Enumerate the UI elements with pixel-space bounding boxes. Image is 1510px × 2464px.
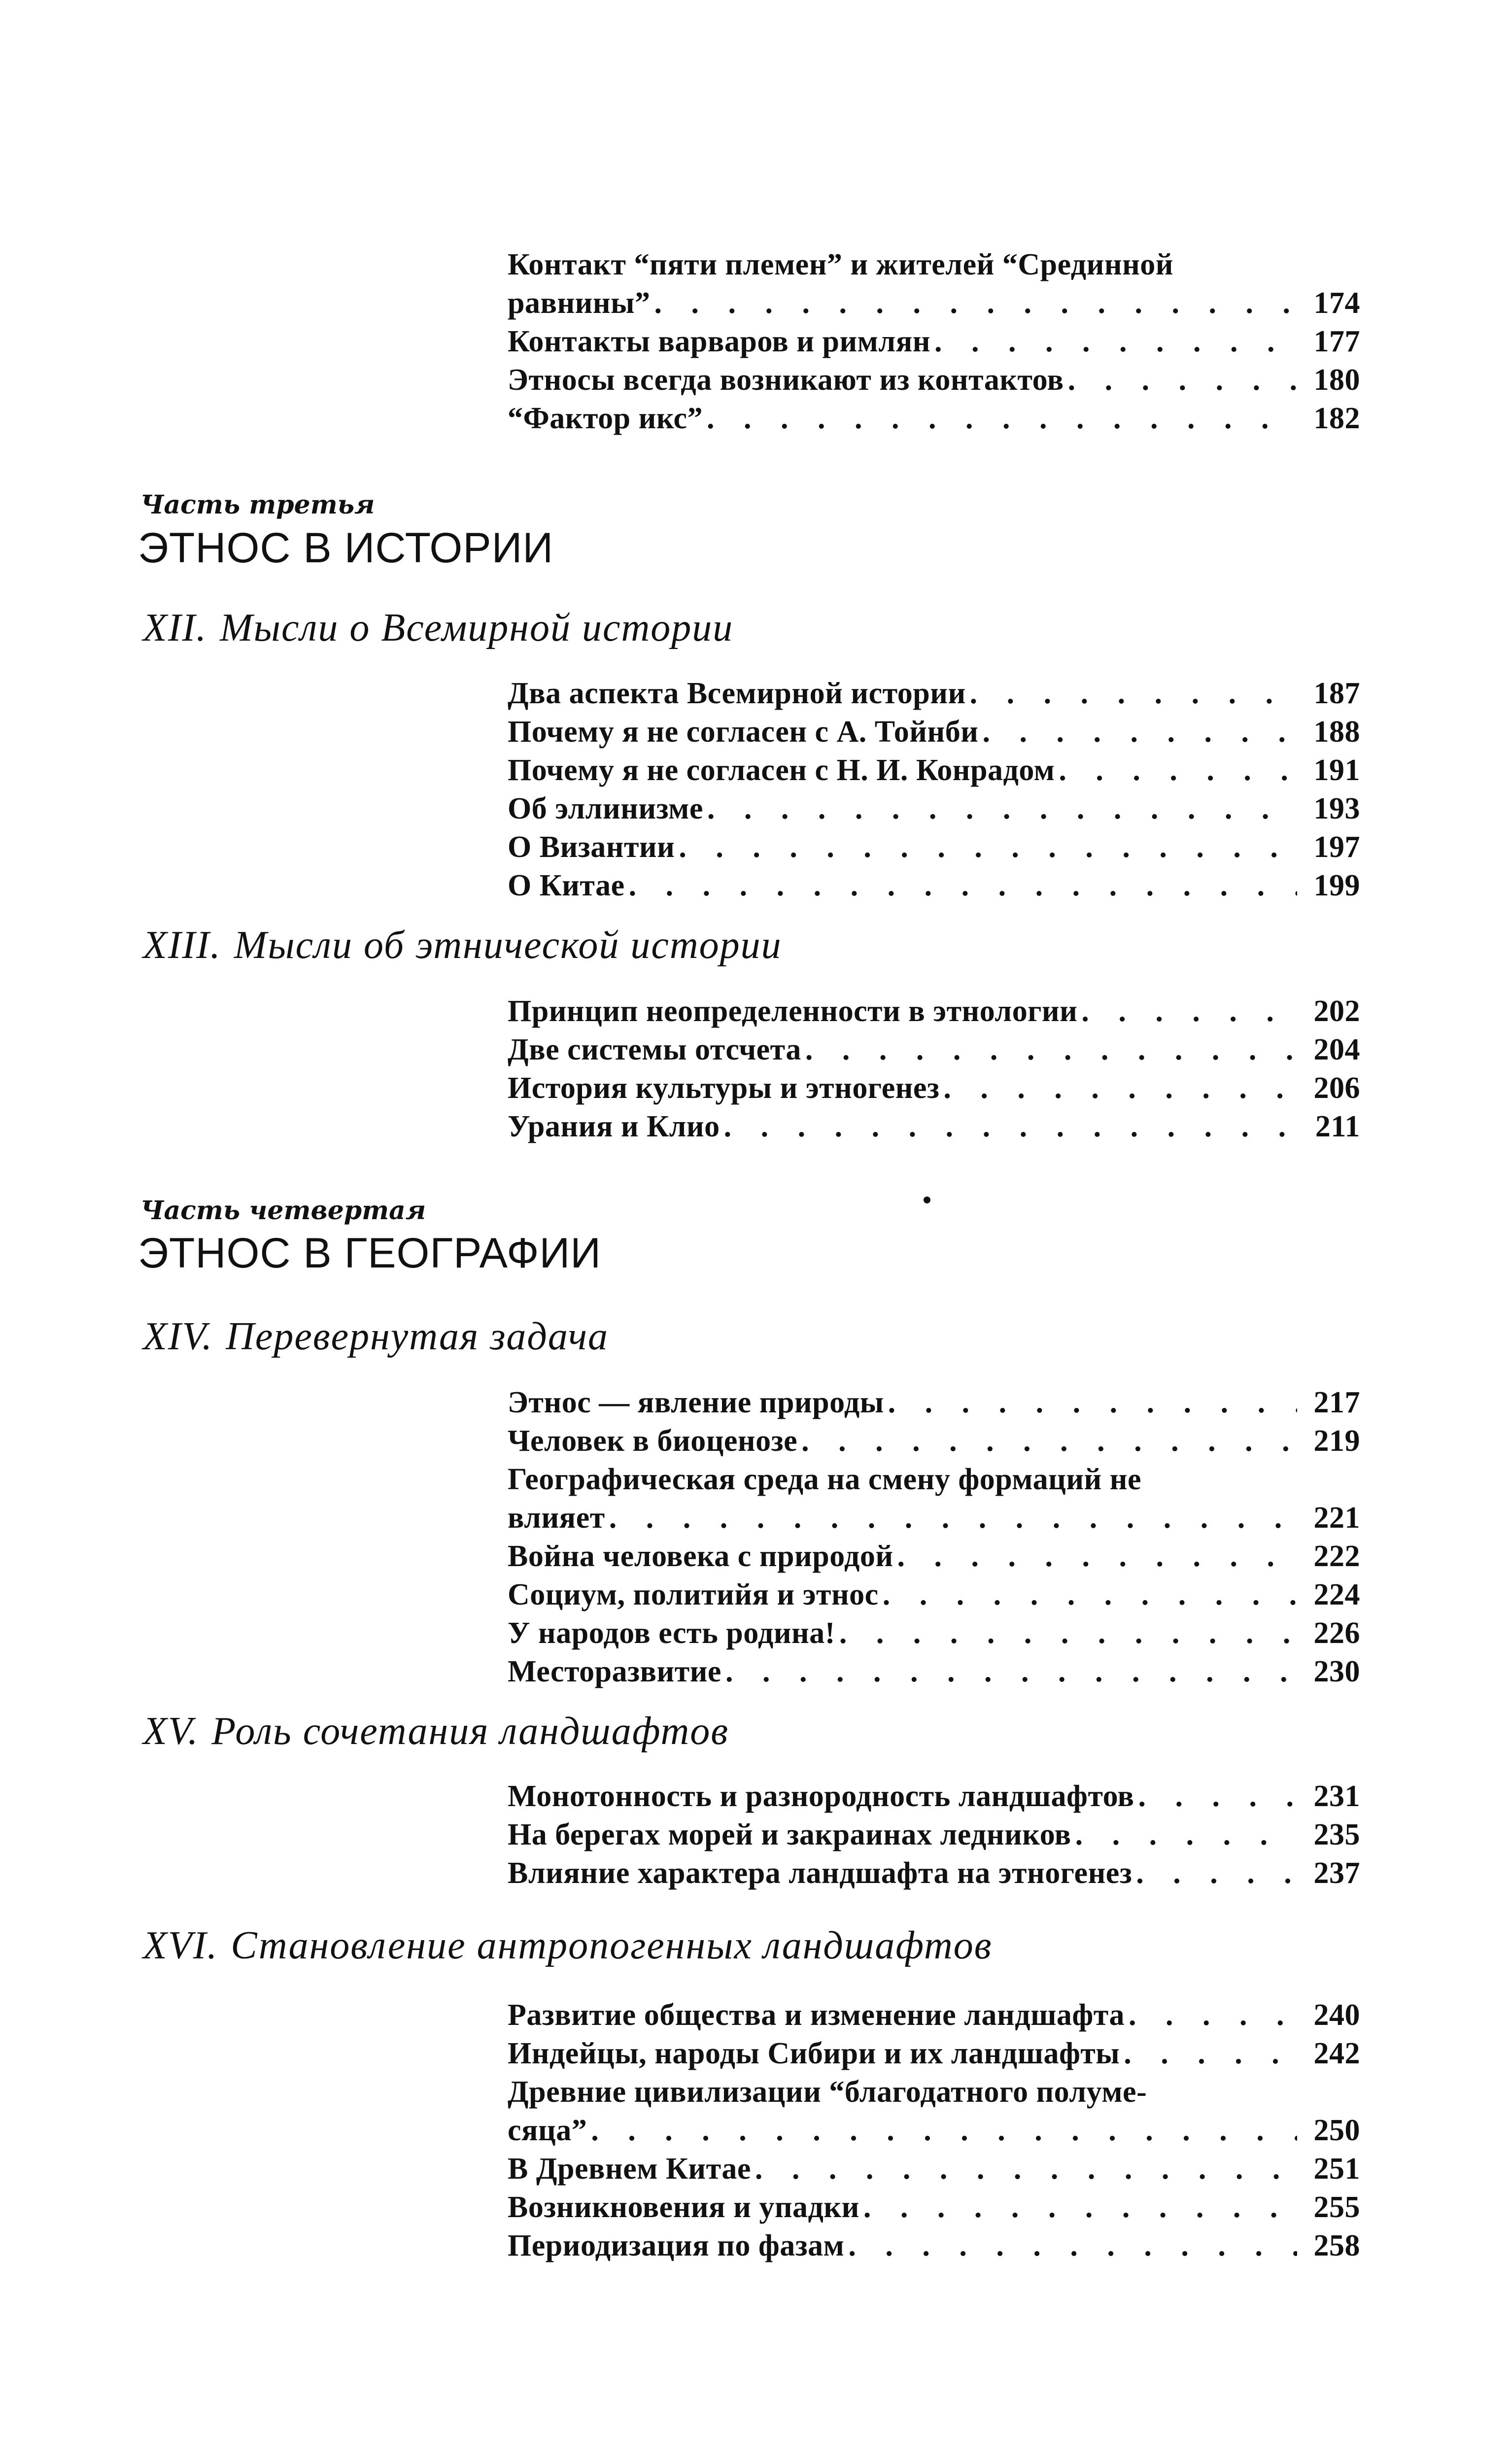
toc-entry <box>508 361 1360 399</box>
chapter-heading <box>143 1708 729 1755</box>
toc-entry-title: О Китае <box>508 869 625 902</box>
toc-entry-title: Периодизация по фазам <box>508 2229 845 2262</box>
chapter-heading <box>143 922 782 969</box>
dot-leader <box>629 866 1297 905</box>
part-title: ЭТНОС В ГЕОГРАФИИ <box>138 1230 602 1277</box>
toc-entry-title: Социум, политийя и этнос <box>508 1578 879 1611</box>
chapter-number: XIV. <box>143 1315 213 1358</box>
toc-entry-title: Почему я не согласен с Н. И. Конрадом <box>508 753 1055 787</box>
dot-leader <box>897 1537 1297 1575</box>
toc-entry-title: История культуры и этногенез <box>508 1071 940 1105</box>
toc-entry-title: В Древнем Китае <box>508 2152 751 2186</box>
dot-leader <box>679 828 1297 866</box>
toc-entry-continued-line <box>508 1460 1360 1499</box>
page-number: 226 <box>1313 1616 1360 1650</box>
toc-entry <box>508 1383 1360 1422</box>
page-number: 187 <box>1313 677 1360 710</box>
page-number: 197 <box>1313 830 1360 864</box>
page-number: 202 <box>1313 994 1360 1028</box>
toc-entry <box>508 2188 1360 2226</box>
toc-entry <box>508 866 1360 905</box>
page-number: 224 <box>1313 1578 1360 1611</box>
page-number: 251 <box>1313 2152 1360 2186</box>
page-number: 235 <box>1313 1818 1360 1851</box>
chapter-heading <box>143 604 733 651</box>
toc-entry <box>508 399 1360 438</box>
toc-entry <box>508 1107 1360 1146</box>
toc-entry-title: Монотонность и разнородность ландшафтов <box>508 1780 1134 1813</box>
toc-entry-continued-line <box>508 2073 1360 2111</box>
toc-entry-title: сяца” <box>508 2114 587 2147</box>
page-number: 191 <box>1313 753 1360 787</box>
chapter-number: XIII. <box>143 924 221 967</box>
dot-leader <box>1068 361 1297 399</box>
toc-entry-title: влияет <box>508 1501 605 1535</box>
toc-entry <box>508 828 1360 866</box>
toc-entry <box>508 674 1360 713</box>
dot-leader <box>1059 751 1297 789</box>
toc-entry-title: Возникновения и упадки <box>508 2190 859 2224</box>
toc-entry <box>508 1777 1360 1815</box>
toc-entry-title: О Византии <box>508 830 675 864</box>
page-number: 177 <box>1313 325 1360 358</box>
dot-leader <box>1081 992 1297 1030</box>
page-number: 255 <box>1313 2190 1360 2224</box>
toc-entry-title: Принцип неопределенности в этнологии <box>508 994 1078 1028</box>
page-number: 231 <box>1313 1780 1360 1813</box>
chapter-title: Мысли об этнической истории <box>234 924 782 967</box>
dot-leader <box>1129 1996 1297 2034</box>
dot-leader <box>1124 2034 1297 2073</box>
toc-entry <box>508 713 1360 751</box>
chapter-heading <box>143 1313 609 1360</box>
page-number: 250 <box>1313 2114 1360 2147</box>
dot-leader <box>805 1030 1297 1069</box>
toc-entry <box>508 1537 1360 1575</box>
toc-entry <box>508 2034 1360 2073</box>
toc-entry <box>508 1652 1360 1691</box>
dot-leader <box>591 2111 1297 2150</box>
toc-entry-title: Война человека с природой <box>508 1540 893 1573</box>
dot-leader <box>839 1614 1297 1652</box>
dot-leader <box>883 1575 1297 1614</box>
page-number: 199 <box>1313 869 1360 902</box>
dot-leader <box>943 1069 1297 1107</box>
dot-leader <box>970 674 1297 713</box>
toc-entry-title: Почему я не согласен с А. Тойнби <box>508 715 979 749</box>
toc-entry-title: Месторазвитие <box>508 1655 721 1688</box>
page-number: 230 <box>1313 1655 1360 1688</box>
dot-leader <box>1136 1854 1297 1892</box>
toc-entry <box>508 2150 1360 2188</box>
chapter-title: Становление антропогенных ландшафтов <box>231 1924 993 1967</box>
dot-leader <box>1138 1777 1297 1815</box>
toc-entry-title: Контакт “пяти племен” и жителей “Срединной <box>508 248 1174 281</box>
page-number: 240 <box>1313 1998 1360 2032</box>
chapter-number: XII. <box>143 606 207 650</box>
page-number: 242 <box>1313 2037 1360 2070</box>
toc-entry <box>508 1996 1360 2034</box>
page-number: 182 <box>1313 402 1360 435</box>
toc-entry-title: Развитие общества и изменение ландшафта <box>508 1998 1125 2032</box>
toc-entry-title: Этносы всегда возникают из контактов <box>508 363 1064 397</box>
toc-entry-title: Об эллинизме <box>508 792 703 825</box>
toc-entry-title: Индейцы, народы Сибири и их ландшафты <box>508 2037 1120 2070</box>
page-number: 193 <box>1313 792 1360 825</box>
part-title: ЭТНОС В ИСТОРИИ <box>138 524 554 572</box>
toc-list-top <box>508 245 1360 438</box>
chapter-title: Мысли о Всемирной истории <box>220 606 734 650</box>
toc-entry-title: Два аспекта Всемирной истории <box>508 677 966 710</box>
part-label: Часть третья <box>140 490 375 520</box>
dot-leader <box>888 1383 1297 1422</box>
toc-entry <box>508 992 1360 1030</box>
toc-entry-title: равнины” <box>508 286 651 320</box>
toc-entry <box>508 284 1360 322</box>
toc-list-ch16 <box>508 1996 1360 2265</box>
part-label: Часть четвертая <box>140 1196 426 1226</box>
dot-leader <box>982 713 1297 751</box>
page-number: 206 <box>1313 1071 1360 1105</box>
toc-entry <box>508 1422 1360 1460</box>
toc-entry <box>508 1815 1360 1854</box>
toc-entry <box>508 1069 1360 1107</box>
toc-entry-title: Урания и Клио <box>508 1110 720 1143</box>
toc-entry <box>508 1854 1360 1892</box>
page-number: 221 <box>1313 1501 1360 1535</box>
page-number: 188 <box>1313 715 1360 749</box>
page-number: 204 <box>1313 1033 1360 1066</box>
dot-leader <box>725 1652 1297 1691</box>
toc-entry-title: Две системы отсчета <box>508 1033 801 1066</box>
dot-leader <box>707 789 1297 828</box>
chapter-title: Роль сочетания ландшафтов <box>211 1710 729 1753</box>
toc-entry <box>508 1614 1360 1652</box>
toc-entry <box>508 2226 1360 2265</box>
chapter-number: XVI. <box>143 1924 218 1967</box>
dot-leader <box>724 1107 1297 1146</box>
dot-leader <box>707 399 1297 438</box>
page-number: 217 <box>1313 1386 1360 1419</box>
toc-list-ch12 <box>508 674 1360 905</box>
page-number: 222 <box>1313 1540 1360 1573</box>
toc-entry-continued-line <box>508 245 1360 284</box>
page-number: 174 <box>1313 286 1360 320</box>
toc-list-ch13 <box>508 992 1360 1146</box>
page-number: 180 <box>1313 363 1360 397</box>
dot-leader <box>848 2226 1297 2265</box>
toc-entry-title: Человек в биоценозе <box>508 1424 798 1458</box>
dot-leader <box>801 1422 1297 1460</box>
chapter-title: Перевернутая задача <box>226 1315 609 1358</box>
toc-entry <box>508 2111 1360 2150</box>
toc-entry <box>508 789 1360 828</box>
dot-leader <box>863 2188 1297 2226</box>
toc-entry-title: На берегах морей и закраинах ледников <box>508 1818 1071 1851</box>
toc-entry <box>508 322 1360 361</box>
toc-entry-title: Географическая среда на смену формаций не <box>508 1463 1142 1496</box>
toc-list-ch14 <box>508 1383 1360 1691</box>
dot-leader <box>934 322 1297 361</box>
toc-entry <box>508 1499 1360 1537</box>
dot-leader <box>1075 1815 1297 1854</box>
page-number: 211 <box>1315 1110 1360 1143</box>
toc-entry-title: Контакты варваров и римлян <box>508 325 930 358</box>
toc-entry <box>508 1030 1360 1069</box>
dot-leader <box>755 2150 1297 2188</box>
page-number: 237 <box>1313 1856 1360 1890</box>
dot-leader <box>654 284 1297 322</box>
dot-leader <box>609 1499 1297 1537</box>
chapter-heading <box>143 1922 993 1969</box>
toc-entry <box>508 751 1360 789</box>
toc-entry-title: Влияние характера ландшафта на этногенез <box>508 1856 1132 1890</box>
print-speck <box>924 1197 930 1203</box>
toc-entry-title: Древние цивилизации “благодатного полуме- <box>508 2075 1147 2109</box>
chapter-number: XV. <box>143 1710 199 1753</box>
toc-entry-title: Этнос — явление природы <box>508 1386 884 1419</box>
toc-entry-title: “Фактор икс” <box>508 402 703 435</box>
toc-entry-title: У народов есть родина! <box>508 1616 835 1650</box>
toc-entry <box>508 1575 1360 1614</box>
page-number: 258 <box>1313 2229 1360 2262</box>
toc-list-ch15 <box>508 1777 1360 1892</box>
page-number: 219 <box>1313 1424 1360 1458</box>
